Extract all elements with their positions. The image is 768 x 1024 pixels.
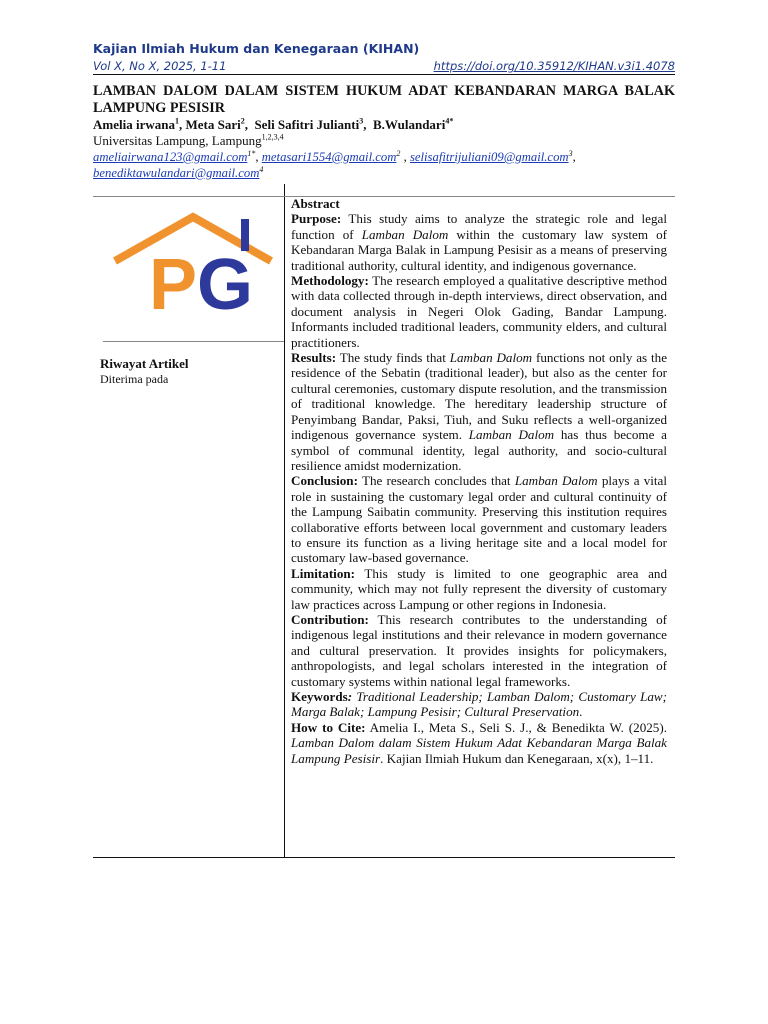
doi-link[interactable]: https://doi.org/10.35912/KIHAN.v3i1.4078 xyxy=(433,59,675,73)
results-emphasis: Lamban Dalom xyxy=(449,350,533,366)
author-affiliation-mark: 3 xyxy=(359,116,364,126)
results-text: The study finds that xyxy=(336,350,450,366)
author-name: Meta Sari xyxy=(185,117,241,132)
author-separator: , xyxy=(244,117,255,132)
paper-title: LAMBAN DALOM DALAM SISTEM HUKUM ADAT KEBANDARAN MARGA BALAK LAMPUNG PESISIR xyxy=(93,83,675,116)
author-affiliation-mark: 4* xyxy=(445,116,454,126)
article-history-heading: Riwayat Artikel xyxy=(100,356,189,371)
results-label: Results: xyxy=(291,350,337,366)
abstract-conclusion xyxy=(291,473,667,565)
conclusion-text: plays a vital role in sustaining the customary legal order and cultural continuity of the Lampung Saibatin community. Preserving this institution requires collaborative efforts between local government and customary leaders to ensure its function as a living heritage site and a local model for customary law-based governance. xyxy=(291,473,668,566)
cite-text: Amelia I., Meta S., Seli S. J., & Benedikta W. (2025). xyxy=(365,719,667,735)
author-separator: , xyxy=(363,117,373,132)
conclusion-text: The research concludes that xyxy=(357,473,515,489)
email-link[interactable]: ameliairwana123@gmail.com xyxy=(93,150,248,164)
logo-letter-g: G xyxy=(197,245,254,319)
affiliation-mark: 1,2,3,4 xyxy=(261,132,284,142)
email-mark: 4 xyxy=(259,164,264,174)
contribution-label: Contribution: xyxy=(291,611,369,627)
purpose-emphasis: Lamban Dalom xyxy=(361,226,449,242)
cite-emphasis: Lamban Dalom dalam Sistem Hukum Adat Kebandaran Marga Balak Lampung Pesisir xyxy=(291,735,667,766)
abstract-methodology xyxy=(291,273,667,350)
journal-info-line xyxy=(93,57,675,75)
methodology-text: The research employed a qualitative descriptive method with data collected through in-depth interviews, direct observation, and document analysis in Negeri Olok Gading, Bandar Lampung. Informants included traditional leaders, community elders, and cultural practitioners. xyxy=(291,273,667,350)
limitation-text: This study is limited to one geographic area and community, which may not fully represent the diversity of customary law practices across Lampung or other regions in Indonesia. xyxy=(291,565,667,612)
volume-info: Vol X, No X, 2025, 1-11 xyxy=(93,59,227,73)
abstract-heading: Abstract xyxy=(291,196,340,211)
abstract-keywords xyxy=(291,689,667,720)
column-divider xyxy=(284,184,285,857)
email-link[interactable]: benediktawulandari@gmail.com xyxy=(93,166,260,180)
abstract-citation xyxy=(291,720,667,766)
article-info-box xyxy=(93,184,675,858)
keywords-end: . xyxy=(579,704,583,720)
abstract-contribution xyxy=(291,612,667,689)
purpose-text: This study aims to analyze the strategic role and legal function of xyxy=(291,211,667,242)
email-separator: , xyxy=(400,150,410,164)
author-list xyxy=(93,117,675,133)
logo-letter-p: P xyxy=(149,245,198,319)
email-separator: , xyxy=(572,150,576,164)
abstract-purpose xyxy=(291,211,667,273)
cite-label: How to Cite: xyxy=(291,719,366,735)
affiliation-name: Universitas Lampung, Lampung xyxy=(93,133,262,148)
author-affiliation-mark: 1 xyxy=(174,116,179,126)
keywords-label: Keywords xyxy=(291,689,348,704)
contribution-text: This research contributes to the understanding of indigenous legal institutions and their relevance in modern governance and cultural preservation. It provides insights for policymakers, anthropologists, and legal scholars interested in the integration of customary systems within national legal frameworks. xyxy=(291,611,667,689)
email-link[interactable]: metasari1554@gmail.com xyxy=(261,150,397,164)
sidebar-divider xyxy=(103,341,284,342)
author-name: Seli Safitri Julianti xyxy=(254,117,360,132)
conclusion-emphasis: Lamban Dalom xyxy=(514,473,598,489)
purpose-text: within the customary law system of Kebandaran Marga Balak in Lampung Pesisir as a means of preserving traditional authority, cultural identity, and indigenous governance. xyxy=(291,226,668,273)
results-emphasis: Lamban Dalom xyxy=(468,427,555,443)
abstract xyxy=(291,196,667,766)
results-text: functions not only as the residence of the Sebatin (traditional leader), but also as the center for cultural ceremonies, customary dispute resolution, and the transmission of traditional knowledge. The hereditary leadership structure of Penyimbang Bandar, Paksi, Tiuh, and Suku reflects a well-organized indigenous governance system. xyxy=(291,350,668,443)
email-list xyxy=(93,149,675,181)
email-mark: 1* xyxy=(247,148,256,158)
keywords-text: Traditional Leadership; Lamban Dalom; Customary Law; Marga Balak; Lampung Pesisir; Cultural Preservation xyxy=(291,689,667,720)
journal-name: Kajian Ilmiah Hukum dan Kenegaraan (KIHAN) xyxy=(93,41,420,56)
cite-text: . Kajian Ilmiah Hukum dan Kenegaraan, x(x), 1–11. xyxy=(380,750,654,766)
abstract-results xyxy=(291,350,667,473)
author-name: B.Wulandari xyxy=(372,117,446,132)
author-affiliation-mark: 2 xyxy=(240,116,245,126)
affiliation xyxy=(93,133,675,149)
author-separator: , xyxy=(178,117,186,132)
email-link[interactable]: selisafitrijuliani09@gmail.com xyxy=(409,150,569,164)
author-name: Amelia irwana xyxy=(93,117,175,132)
conclusion-label: Conclusion: xyxy=(291,473,358,489)
keywords-colon: : xyxy=(347,689,353,704)
email-mark: 2 xyxy=(396,148,401,158)
purpose-label: Purpose: xyxy=(291,211,342,227)
email-mark: 3 xyxy=(568,148,573,158)
abstract-limitation xyxy=(291,566,667,612)
journal-logo xyxy=(111,209,275,319)
methodology-label: Methodology: xyxy=(291,273,369,289)
limitation-label: Limitation: xyxy=(291,565,356,581)
results-text: has thus become a symbol of communal identity, legal authority, and socio-cultural resilience amidst modernization. xyxy=(291,427,667,473)
email-separator: , xyxy=(255,150,262,164)
article-sidebar xyxy=(93,196,284,386)
received-label: Diterima pada xyxy=(100,372,169,386)
page xyxy=(93,40,675,858)
